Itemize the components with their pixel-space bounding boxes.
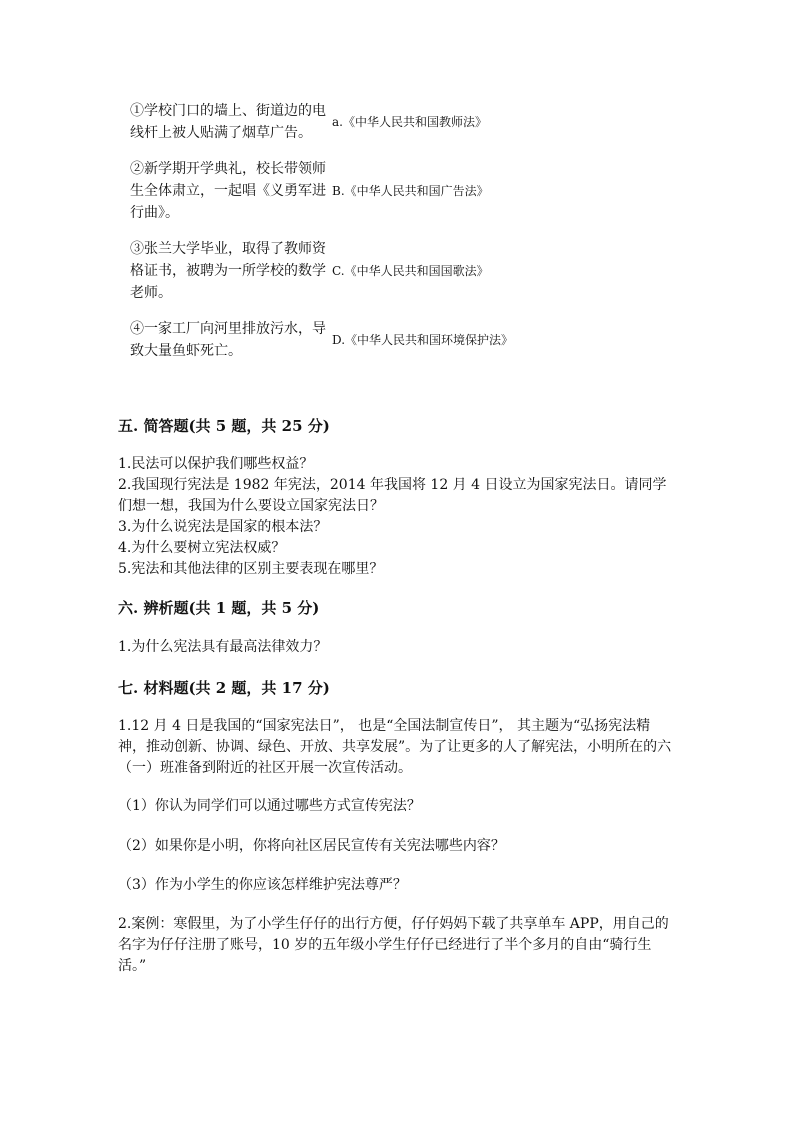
material-1-text: 1.12 月 4 日是我国的“国家宪法日”， 也是“全国法制宣传日”， 其主题为“弘扬宪法精神，推动创新、协调、绿色、开放、共享发展”。为了让更多的人了解宪法，小明所在的六（一）班准备到附近的社区开展一次宣传活动。 (118, 718, 672, 776)
matching-item-right: a.《中华人民共和国教师法》 (332, 115, 487, 129)
section-7-title: 七. 材料题(共 2 题，共 17 分) (118, 679, 330, 697)
matching-item-right: C.《中华人民共和国国歌法》 (332, 264, 489, 278)
question-item: 2.我国现行宪法是 1982 年宪法，2014 年我国将 12 月 4 日设立为国家宪法日。请同学们想一想，我国为什么要设立国家宪法日？ (118, 477, 667, 514)
matching-item-right: B.《中华人民共和国广告法》 (332, 184, 489, 198)
matching-row (130, 238, 590, 304)
section-5-title: 五. 简答题(共 5 题，共 25 分) (118, 417, 330, 435)
material-2-text: 2.案例：寒假里，为了小学生仔仔的出行方便，仔仔妈妈下载了共享单车 APP，用自己的名字为仔仔注册了账号，10 岁的五年级小学生仔仔已经进行了半个多月的自由“骑行生活。” (118, 916, 669, 974)
matching-row (130, 158, 590, 224)
material-1-sub-question-1: （1）你认为同学们可以通过哪些方式宣传宪法？ (118, 798, 421, 814)
material-1-sub-question-2: （2）如果你是小明，你将向社区居民宣传有关宪法哪些内容？ (118, 838, 505, 854)
question-item: 4.为什么要树立宪法权威？ (118, 540, 286, 556)
matching-row (130, 100, 590, 144)
matching-item-right: D.《中华人民共和国环境保护法》 (332, 333, 514, 347)
matching-item-left: ②新学期开学典礼，校长带领师生全体肃立，一起唱《义勇军进行曲》。 (130, 161, 326, 221)
matching-item-left: ①学校门口的墙上、街道边的电线杆上被人贴满了烟草广告。 (130, 103, 326, 141)
question-item: 1.为什么宪法具有最高法律效力？ (118, 639, 328, 655)
material-1-sub-question-3: （3）作为小学生的你应该怎样维护宪法尊严？ (118, 877, 407, 893)
matching-table (130, 100, 590, 376)
question-item: 1.民法可以保护我们哪些权益？ (118, 456, 314, 472)
section-5-questions (118, 454, 678, 580)
question-item: 3.为什么说宪法是国家的根本法？ (118, 519, 328, 535)
question-item: 5.宪法和其他法律的区别主要表现在哪里？ (118, 561, 384, 577)
matching-row (130, 318, 590, 362)
matching-item-left: ④一家工厂向河里排放污水，导致大量鱼虾死亡。 (130, 321, 326, 359)
section-6-title: 六. 辨析题(共 1 题，共 5 分) (118, 599, 320, 617)
matching-item-left: ③张兰大学毕业，取得了教师资格证书，被聘为一所学校的数学老师。 (130, 241, 326, 301)
section-6-questions (118, 637, 678, 658)
